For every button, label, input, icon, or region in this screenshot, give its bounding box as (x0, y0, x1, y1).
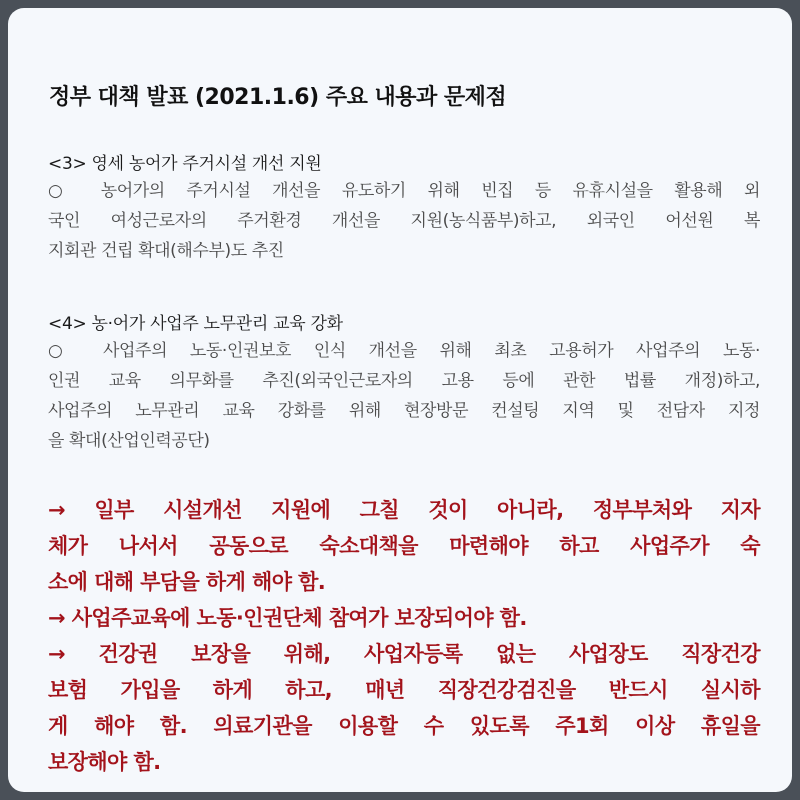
section-4-line: 사업주의 노무관리 교육 강화를 위해 현장방문 컨설팅 지역 및 전담자 지정 (48, 401, 760, 421)
section-3-line: 지회관 건립 확대(해수부)도 추진 (48, 241, 284, 261)
critique-line: 체가 나서서 공동으로 숙소대책을 마련해야 하고 사업주가 숙 (48, 534, 760, 558)
critique-line: 소에 대해 부담을 하게 해야 함. (48, 570, 326, 594)
document-card (8, 8, 792, 792)
page-title: 정부 대책 발표 (2021.1.6) 주요 내용과 문제점 (49, 85, 507, 110)
section-4-body (48, 336, 760, 456)
critique-line: 보험 가입을 하게 하고, 매년 직장건강검진을 반드시 실시하 (48, 678, 760, 702)
section-4 (48, 312, 760, 456)
section-3 (48, 152, 760, 266)
section-3-line: 국인 여성근로자의 주거환경 개선을 지원(농식품부)하고, 외국인 어선원 복 (48, 211, 760, 231)
section-3-heading: <3> 영세 농어가 주거시설 개선 지원 (48, 154, 322, 174)
critique-block (48, 492, 760, 780)
section-3-line: ○ 농어가의 주거시설 개선을 유도하기 위해 빈집 등 유휴시설을 활용해 외 (48, 181, 760, 201)
critique-line: → 건강권 보장을 위해, 사업자등록 없는 사업장도 직장건강 (48, 642, 760, 666)
critique-line: 게 해야 함. 의료기관을 이용할 수 있도록 주1회 이상 휴일을 (48, 714, 760, 738)
critique-line: 보장해야 함. (48, 750, 161, 774)
section-3-body (48, 176, 760, 266)
section-4-heading: <4> 농·어가 사업주 노무관리 교육 강화 (48, 314, 343, 334)
section-4-line: ○ 사업주의 노동·인권보호 인식 개선을 위해 최초 고용허가 사업주의 노동· (48, 341, 760, 361)
critique-line: → 일부 시설개선 지원에 그칠 것이 아니라, 정부부처와 지자 (48, 498, 760, 522)
critique-line: → 사업주교육에 노동·인권단체 참여가 보장되어야 함. (48, 606, 527, 630)
section-4-line: 을 확대(산업인력공단) (48, 431, 210, 451)
section-4-line: 인권 교육 의무화를 추진(외국인근로자의 고용 등에 관한 법률 개정)하고, (48, 371, 760, 391)
